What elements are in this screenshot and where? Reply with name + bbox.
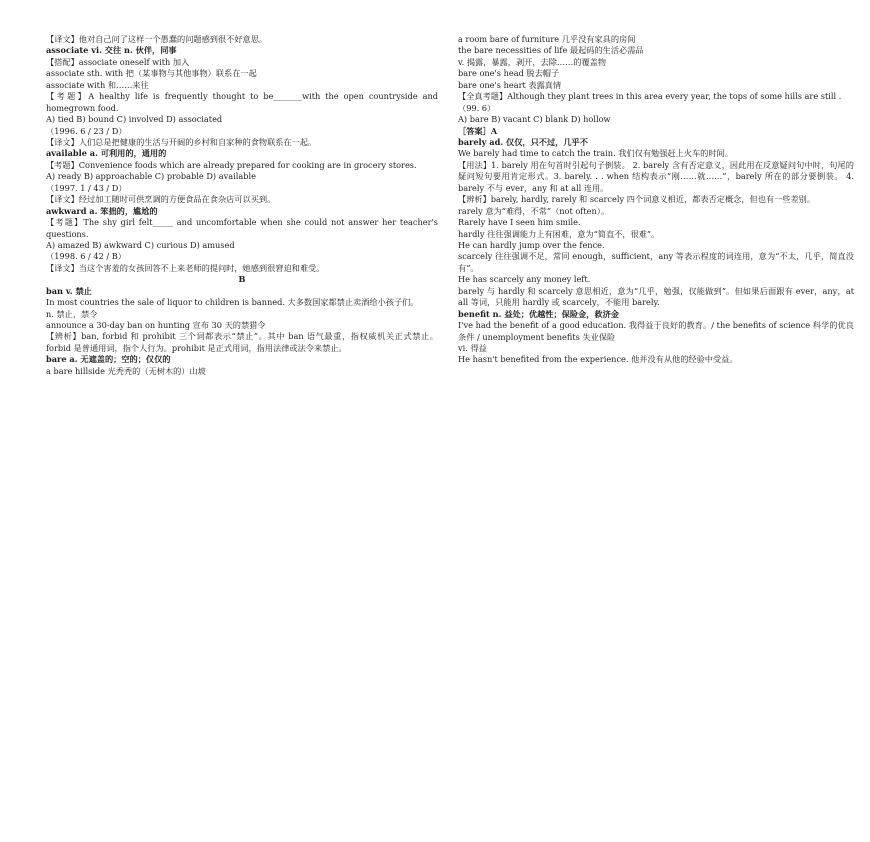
text-line: （1996. 6 / 23 / D） xyxy=(46,125,127,136)
text-line: v. 揭露，暴露，剥开，去除……的覆盖物 xyxy=(458,56,607,67)
entry-headword: B xyxy=(238,274,246,285)
text-line: 【译文】当这个害羞的女孩回答不上来老师的提问时，她感到很窘迫和难受。 xyxy=(46,262,325,273)
text-line: a room bare of furniture 几乎没有家具的房间 xyxy=(458,34,636,44)
text-line: 【考题】A healthy life is frequently thought to be_______with the open countryside and homegrown food. xyxy=(46,91,438,113)
entry-headword: available a. 可利用的，通用的 xyxy=(46,148,167,159)
text-line: He has scarcely any money left. xyxy=(458,274,591,285)
entry-headword: bare a. 无遮盖的；空的；仅仅的 xyxy=(46,354,171,365)
text-line: A) ready B) approachable C) probable D) available xyxy=(46,171,256,182)
text-line: 【译文】经过加工随时可供烹调的方便食品在食杂店可以买到。 xyxy=(46,194,276,205)
text-line: announce a 30-day ban on hunting 宣布 30 天的禁猎令 xyxy=(46,320,266,331)
text-line: In most countries the sale of liquor to children is banned. 大多数国家都禁止卖酒给小孩子们。 xyxy=(46,297,419,308)
text-line: （1998. 6 / 42 / B） xyxy=(46,251,126,262)
text-line: 【辨析】ban, forbid 和 prohibit 三个词都表示“禁止”。其中 ban 语气最重，指权威机关正式禁止。forbid 是普通用词，指个人行为。prohibit 是正式用词，指用法律或法令来禁止。 xyxy=(46,331,438,353)
text-line: A) bare B) vacant C) blank D) hollow xyxy=(458,114,611,125)
text-line: 【考题】Convenience foods which are already prepared for cooking are in grocery stores. xyxy=(46,159,417,170)
text-line: （1997. 1 / 43 / D） xyxy=(46,182,127,193)
entry-headword: barely ad. 仅仅，只不过，几乎不 xyxy=(458,136,588,147)
text-line: 【考题】The shy girl felt_____ and uncomfortable when she could not answer her teacher's questions. xyxy=(46,217,438,239)
text-line: A) amazed B) awkward C) curious D) amused xyxy=(46,239,235,250)
entry-headword: associate vi. 交往 n. 伙伴，同事 xyxy=(46,45,177,56)
text-line: He can hardly jump over the fence. xyxy=(458,239,605,250)
text-line: （99. 6） xyxy=(458,102,496,113)
text-line: 【用法】1. barely 用在句首时引起句子倒装。 2. barely 含有否定意义，因此用在反意疑问句中时，句尾的疑问短句要用肯定形式。3. barely. . . when 结构表示“刚……就……”，barely 所在的部分要倒装。 4. barely 不与 ever，any 和 at all 连用。 xyxy=(458,159,854,193)
text-line: associate with 和……来往 xyxy=(46,79,149,90)
text-line: 【全真考题】Although they plant trees in this area every year, the tops of some hills are still . xyxy=(458,91,842,102)
entry-headword: ban v. 禁止 xyxy=(46,285,92,296)
text-line: vi. 得益 xyxy=(458,342,487,353)
text-line: A) tied B) bound C) involved D) associated xyxy=(46,114,223,125)
entry-headword: benefit n. 益处；优越性；保险金，救济金 xyxy=(458,308,619,319)
text-line: bare one's head 脱去帽子 xyxy=(458,68,560,79)
text-line: 【搭配】associate oneself with 加入 xyxy=(46,56,190,67)
text-line: n. 禁止，禁令 xyxy=(46,308,98,319)
text-line: hardly 往往强调能力上有困难，意为“简直不，很难”。 xyxy=(458,228,660,239)
text-line: scarcely 往往强调不足，常同 enough，sufficient，any 等表示程度的词连用，意为“不太，几乎，简直没有”。 xyxy=(458,251,854,273)
text-line: 【译文】他对自己问了这样一个愚蠢的问题感到很不好意思。 xyxy=(46,34,268,44)
text-line: 【辨析】barely, hardly, rarely 和 scarcely 四个词意义相近，都表否定概念，但也有一些差别。 xyxy=(458,194,816,205)
text-line: He hasn't benefited from the experience. 他并没有从他的经验中受益。 xyxy=(458,354,738,365)
right-text-column xyxy=(458,34,854,366)
text-line: a bare hillside 光秃秃的（无树木的）山坡 xyxy=(46,365,206,376)
text-line: associate sth. with 把（某事物与其他事物）联系在一起 xyxy=(46,68,257,79)
left-text-column xyxy=(46,34,438,377)
text-line: I've had the benefit of a good education. 我得益于良好的教育。/ the benefits of science 科学的优良条件 / unemployment benefits 失业保险 xyxy=(458,320,854,342)
text-line: 【译文】人们总是把健康的生活与开阔的乡村和自家种的食物联系在一起。 xyxy=(46,136,317,147)
text-line: We barely had time to catch the train. 我们仅有勉强赶上火车的时间。 xyxy=(458,148,733,159)
text-line: the bare necessities of life 最起码的生活必需品 xyxy=(458,45,644,56)
entry-headword: ［答案］A xyxy=(458,125,498,136)
entry-headword: awkward a. 笨拙的，尴尬的 xyxy=(46,205,158,216)
text-line: barely 与 hardly 和 scarcely 意思相近，意为“几乎，勉强，仅能做到”。但如果后面跟有 ever，any，at all 等词，只能用 hardly 或 scarcely，不能用 barely. xyxy=(458,285,854,308)
text-line: bare one's heart 表露真情 xyxy=(458,79,562,90)
text-line: rarely 意为“难得，不常”（not often）。 xyxy=(458,205,610,216)
text-line: Rarely have I seen him smile. xyxy=(458,217,581,228)
